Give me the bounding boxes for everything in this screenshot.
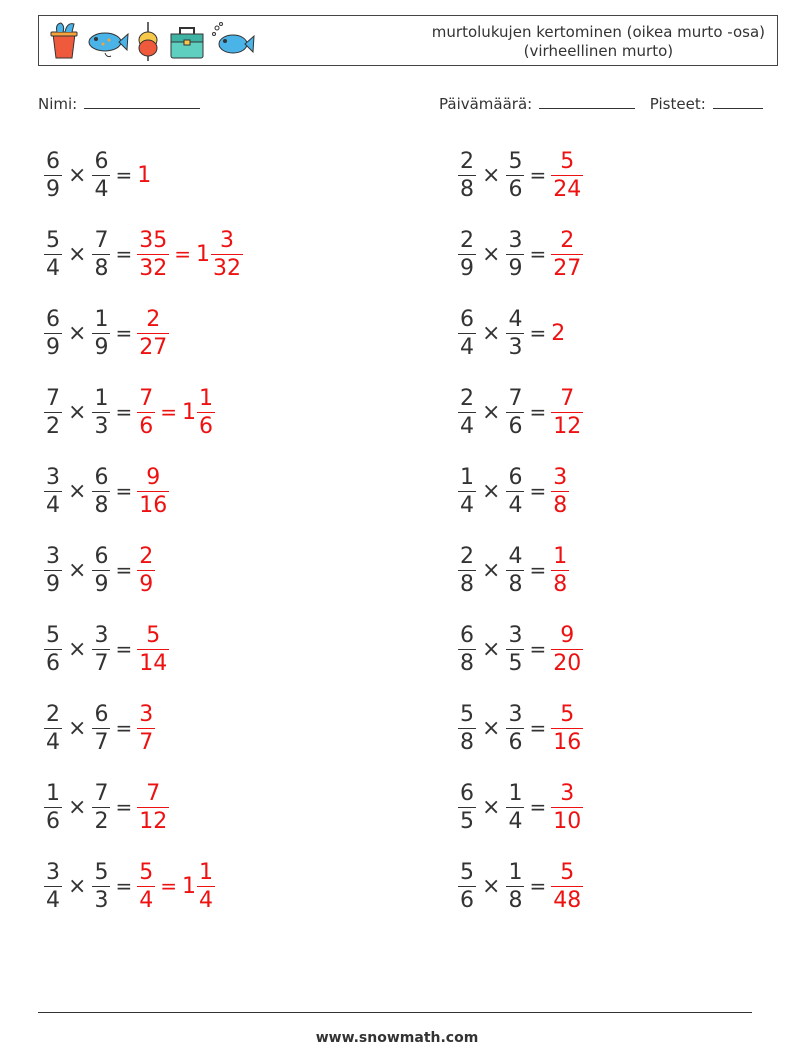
numerator: 5 (460, 859, 474, 885)
denominator: 9 (94, 571, 109, 597)
answer (137, 306, 169, 361)
fraction-b (506, 306, 524, 361)
denominator: 4 (46, 255, 60, 281)
answer-equals-sign: = (160, 400, 177, 424)
fraction-a (44, 859, 62, 914)
fraction-b (92, 859, 110, 914)
fraction-a (44, 148, 62, 203)
fraction-b (506, 148, 524, 203)
fraction-a (44, 701, 62, 756)
problem-item (44, 461, 169, 521)
equals-sign: = (529, 637, 547, 661)
numerator: 7 (146, 780, 161, 806)
fraction-b (92, 780, 110, 835)
numerator: 1 (94, 306, 109, 332)
fraction-b (92, 148, 110, 203)
numerator: 4 (508, 306, 523, 332)
numerator: 2 (146, 306, 161, 332)
fraction-a (458, 464, 476, 519)
numerator: 6 (46, 148, 60, 174)
denominator: 8 (94, 492, 109, 518)
answer (137, 163, 152, 188)
denominator: 8 (553, 571, 568, 597)
numerator: 3 (94, 622, 109, 648)
answer (551, 321, 566, 346)
equals-sign: = (529, 716, 547, 740)
numerator: 2 (139, 543, 154, 569)
problem-item (458, 856, 583, 916)
equals-sign: = (529, 400, 547, 424)
fraction-b (506, 780, 524, 835)
answer (137, 622, 169, 677)
fraction-a (458, 701, 476, 756)
problem-item (44, 698, 155, 758)
times-sign: × (482, 794, 501, 820)
fish-icon (85, 20, 129, 62)
problem-item (458, 145, 583, 205)
denominator: 6 (508, 176, 523, 202)
bucket-icon (47, 20, 81, 62)
problem-item (44, 303, 169, 363)
numerator: 2 (460, 148, 474, 174)
denominator: 4 (46, 887, 60, 913)
answer-fraction (137, 543, 155, 598)
denominator: 4 (139, 887, 154, 913)
answer (551, 780, 583, 835)
answer-fraction (137, 464, 169, 519)
footer-divider (38, 1012, 752, 1013)
answer (551, 701, 583, 756)
fraction-b (506, 543, 524, 598)
answer-fraction (551, 701, 583, 756)
fishing-float-icon (133, 20, 163, 62)
denominator: 7 (94, 729, 109, 755)
numerator: 9 (560, 622, 575, 648)
numerator: 9 (146, 464, 161, 490)
answer (551, 543, 569, 598)
times-sign: × (482, 557, 501, 583)
fraction-a (458, 859, 476, 914)
worksheet-title (432, 23, 765, 61)
numerator: 6 (94, 543, 109, 569)
equals-sign: = (115, 479, 133, 503)
numerator: 7 (508, 385, 523, 411)
equals-sign: = (115, 558, 133, 582)
numerator: 4 (508, 543, 523, 569)
numerator: 6 (508, 464, 523, 490)
denominator: 4 (460, 334, 474, 360)
numerator: 5 (560, 148, 575, 174)
numerator: 7 (139, 385, 154, 411)
numerator: 6 (94, 464, 109, 490)
name-field (38, 94, 200, 113)
numerator: 6 (460, 306, 474, 332)
times-sign: × (68, 557, 87, 583)
denominator: 3 (94, 413, 109, 439)
times-sign: × (68, 873, 87, 899)
numerator: 2 (460, 227, 474, 253)
fraction-b (506, 701, 524, 756)
problem-item (44, 777, 169, 837)
numerator: 5 (146, 622, 161, 648)
worksheet-header (38, 15, 778, 66)
denominator: 27 (553, 255, 582, 281)
numerator: 3 (553, 464, 568, 490)
numerator: 7 (46, 385, 60, 411)
times-sign: × (68, 241, 87, 267)
numerator: 7 (560, 385, 575, 411)
problem-item (458, 303, 566, 363)
fraction-a (44, 227, 62, 282)
fraction-b (506, 464, 524, 519)
fraction-a (44, 306, 62, 361)
denominator: 2 (46, 413, 60, 439)
mixed-fraction (197, 859, 215, 914)
denominator: 16 (553, 729, 582, 755)
denominator: 14 (139, 650, 168, 676)
answer (137, 385, 215, 440)
tackle-box-icon (167, 20, 207, 62)
equals-sign: = (115, 874, 133, 898)
fraction-a (458, 148, 476, 203)
name-blank[interactable] (84, 94, 200, 109)
denominator: 10 (553, 808, 582, 834)
problem-item (458, 224, 583, 284)
numerator: 1 (94, 385, 109, 411)
denominator: 12 (553, 413, 582, 439)
numerator: 5 (46, 227, 60, 253)
denominator: 6 (139, 413, 154, 439)
equals-sign: = (529, 242, 547, 266)
times-sign: × (482, 636, 501, 662)
fraction-a (458, 543, 476, 598)
numerator: 5 (460, 701, 474, 727)
denominator: 20 (553, 650, 582, 676)
problem-item (458, 382, 583, 442)
times-sign: × (482, 873, 501, 899)
fraction-a (44, 464, 62, 519)
answer (137, 543, 155, 598)
fraction-b (92, 622, 110, 677)
answer-fraction (551, 622, 583, 677)
fraction-b (92, 464, 110, 519)
answer-fraction (137, 306, 169, 361)
mixed-whole: 1 (195, 241, 210, 267)
fraction-b (92, 227, 110, 282)
mixed-whole: 1 (181, 873, 196, 899)
times-sign: × (482, 320, 501, 346)
problem-item (44, 145, 152, 205)
numerator: 5 (560, 701, 575, 727)
fraction-a (458, 622, 476, 677)
fraction-b (506, 385, 524, 440)
equals-sign: = (529, 874, 547, 898)
numerator: 3 (560, 780, 575, 806)
numerator: 2 (460, 385, 474, 411)
denominator: 9 (46, 176, 60, 202)
title-line-1: murtolukujen kertominen (oikea murto -osa) (431, 23, 765, 41)
denominator: 9 (46, 571, 60, 597)
denominator: 8 (460, 650, 474, 676)
times-sign: × (68, 636, 87, 662)
answer-fraction (551, 227, 583, 282)
denominator: 6 (198, 413, 213, 439)
numerator: 7 (94, 780, 109, 806)
fraction-b (92, 543, 110, 598)
equals-sign: = (529, 163, 547, 187)
numerator: 6 (460, 622, 474, 648)
answer (137, 780, 169, 835)
numerator: 6 (46, 306, 60, 332)
date-blank[interactable] (539, 94, 635, 109)
equals-sign: = (529, 479, 547, 503)
numerator: 5 (94, 859, 109, 885)
numerator: 3 (46, 464, 60, 490)
answer (137, 859, 215, 914)
numerator: 1 (508, 859, 523, 885)
numerator: 1 (46, 780, 60, 806)
denominator: 32 (212, 255, 241, 281)
numerator: 6 (94, 701, 109, 727)
denominator: 8 (508, 887, 523, 913)
times-sign: × (68, 162, 87, 188)
denominator: 2 (94, 808, 109, 834)
answer-fraction (551, 780, 583, 835)
numerator: 6 (460, 780, 474, 806)
fraction-b (92, 701, 110, 756)
numerator: 7 (94, 227, 109, 253)
times-sign: × (482, 715, 501, 741)
answer (551, 385, 583, 440)
fraction-a (458, 306, 476, 361)
denominator: 6 (508, 729, 523, 755)
denominator: 6 (46, 808, 60, 834)
denominator: 3 (94, 887, 109, 913)
times-sign: × (482, 478, 501, 504)
score-blank[interactable] (713, 94, 763, 109)
denominator: 8 (94, 255, 109, 281)
times-sign: × (68, 478, 87, 504)
problem-item (44, 619, 169, 679)
numerator: 35 (139, 227, 168, 253)
numerator: 1 (508, 780, 523, 806)
denominator: 5 (460, 808, 474, 834)
denominator: 32 (139, 255, 168, 281)
equals-sign: = (115, 795, 133, 819)
answer-equals-sign: = (174, 242, 191, 266)
times-sign: × (68, 715, 87, 741)
fraction-a (44, 622, 62, 677)
title-line-2: (virheellinen murto) (523, 42, 674, 60)
denominator: 7 (94, 650, 109, 676)
answer-fraction (137, 622, 169, 677)
equals-sign: = (115, 716, 133, 740)
fraction-a (44, 780, 62, 835)
name-label: Nimi: (38, 95, 78, 113)
score-label: Pisteet: (649, 95, 706, 113)
denominator: 4 (508, 492, 523, 518)
times-sign: × (482, 162, 501, 188)
answer-fraction (137, 701, 155, 756)
denominator: 4 (508, 808, 523, 834)
numerator: 2 (460, 543, 474, 569)
date-score-fields (439, 94, 763, 113)
fraction-a (458, 227, 476, 282)
denominator: 8 (460, 729, 474, 755)
denominator: 9 (46, 334, 60, 360)
answer-fraction (551, 385, 583, 440)
numerator: 5 (46, 622, 60, 648)
equals-sign: = (115, 242, 133, 266)
fraction-a (458, 780, 476, 835)
problem-item (458, 777, 583, 837)
numerator: 3 (139, 701, 154, 727)
answer (551, 622, 583, 677)
denominator: 24 (553, 176, 582, 202)
numerator: 5 (508, 148, 523, 174)
denominator: 6 (508, 413, 523, 439)
fraction-b (506, 622, 524, 677)
numerator: 6 (94, 148, 109, 174)
answer-fraction (137, 780, 169, 835)
denominator: 9 (139, 571, 154, 597)
answer (551, 859, 583, 914)
answer (137, 701, 155, 756)
times-sign: × (68, 794, 87, 820)
answer (137, 227, 243, 282)
denominator: 48 (553, 887, 582, 913)
answer-fraction (137, 227, 169, 282)
numerator: 3 (219, 227, 234, 253)
fraction-a (458, 385, 476, 440)
numerator: 2 (560, 227, 575, 253)
denominator: 27 (139, 334, 168, 360)
denominator: 3 (508, 334, 523, 360)
equals-sign: = (115, 321, 133, 345)
numerator: 1 (198, 859, 213, 885)
equals-sign: = (115, 637, 133, 661)
equals-sign: = (529, 558, 547, 582)
equals-sign: = (115, 400, 133, 424)
denominator: 8 (508, 571, 523, 597)
denominator: 4 (46, 492, 60, 518)
denominator: 4 (460, 492, 474, 518)
answer (551, 148, 583, 203)
header-icons (47, 20, 255, 62)
numerator: 1 (460, 464, 474, 490)
denominator: 8 (460, 176, 474, 202)
date-label: Päivämäärä: (439, 95, 533, 113)
answer-fraction (137, 385, 155, 440)
answer-whole: 1 (137, 162, 152, 188)
times-sign: × (482, 241, 501, 267)
answer-fraction (551, 859, 583, 914)
denominator: 9 (94, 334, 109, 360)
mixed-fraction (197, 385, 215, 440)
answer (551, 227, 583, 282)
times-sign: × (482, 399, 501, 425)
answer (137, 464, 169, 519)
problem-item (44, 540, 155, 600)
denominator: 4 (198, 887, 213, 913)
answer-whole: 2 (551, 320, 566, 346)
denominator: 9 (460, 255, 474, 281)
numerator: 3 (508, 227, 523, 253)
fraction-a (44, 385, 62, 440)
numerator: 5 (139, 859, 154, 885)
denominator: 6 (460, 887, 474, 913)
answer (551, 464, 569, 519)
mixed-whole: 1 (181, 399, 196, 425)
fraction-b (92, 385, 110, 440)
numerator: 5 (560, 859, 575, 885)
numerator: 1 (553, 543, 568, 569)
numerator: 3 (508, 701, 523, 727)
numerator: 2 (46, 701, 60, 727)
denominator: 4 (94, 176, 109, 202)
answer-fraction (137, 859, 155, 914)
fraction-b (506, 859, 524, 914)
fish-bubbles-icon (211, 20, 255, 62)
denominator: 8 (460, 571, 474, 597)
fraction-b (506, 227, 524, 282)
mixed-fraction (211, 227, 243, 282)
numerator: 1 (198, 385, 213, 411)
fraction-a (44, 543, 62, 598)
denominator: 6 (46, 650, 60, 676)
answer-fraction (551, 543, 569, 598)
numerator: 3 (508, 622, 523, 648)
fraction-b (92, 306, 110, 361)
denominator: 8 (553, 492, 568, 518)
equals-sign: = (529, 321, 547, 345)
problem-item (458, 461, 569, 521)
denominator: 4 (460, 413, 474, 439)
denominator: 16 (139, 492, 168, 518)
answer-fraction (551, 148, 583, 203)
equals-sign: = (529, 795, 547, 819)
denominator: 5 (508, 650, 523, 676)
denominator: 7 (139, 729, 154, 755)
footer-url: www.snowmath.com (315, 1030, 479, 1046)
numerator: 3 (46, 859, 60, 885)
problem-item (458, 540, 569, 600)
problem-item (44, 224, 243, 284)
answer-equals-sign: = (160, 874, 177, 898)
numerator: 3 (46, 543, 60, 569)
denominator: 4 (46, 729, 60, 755)
denominator: 9 (508, 255, 523, 281)
answer-fraction (551, 464, 569, 519)
times-sign: × (68, 320, 87, 346)
denominator: 12 (139, 808, 168, 834)
equals-sign: = (115, 163, 133, 187)
problem-item (458, 698, 583, 758)
problem-item (44, 382, 215, 442)
problem-item (44, 856, 215, 916)
problem-item (458, 619, 583, 679)
times-sign: × (68, 399, 87, 425)
